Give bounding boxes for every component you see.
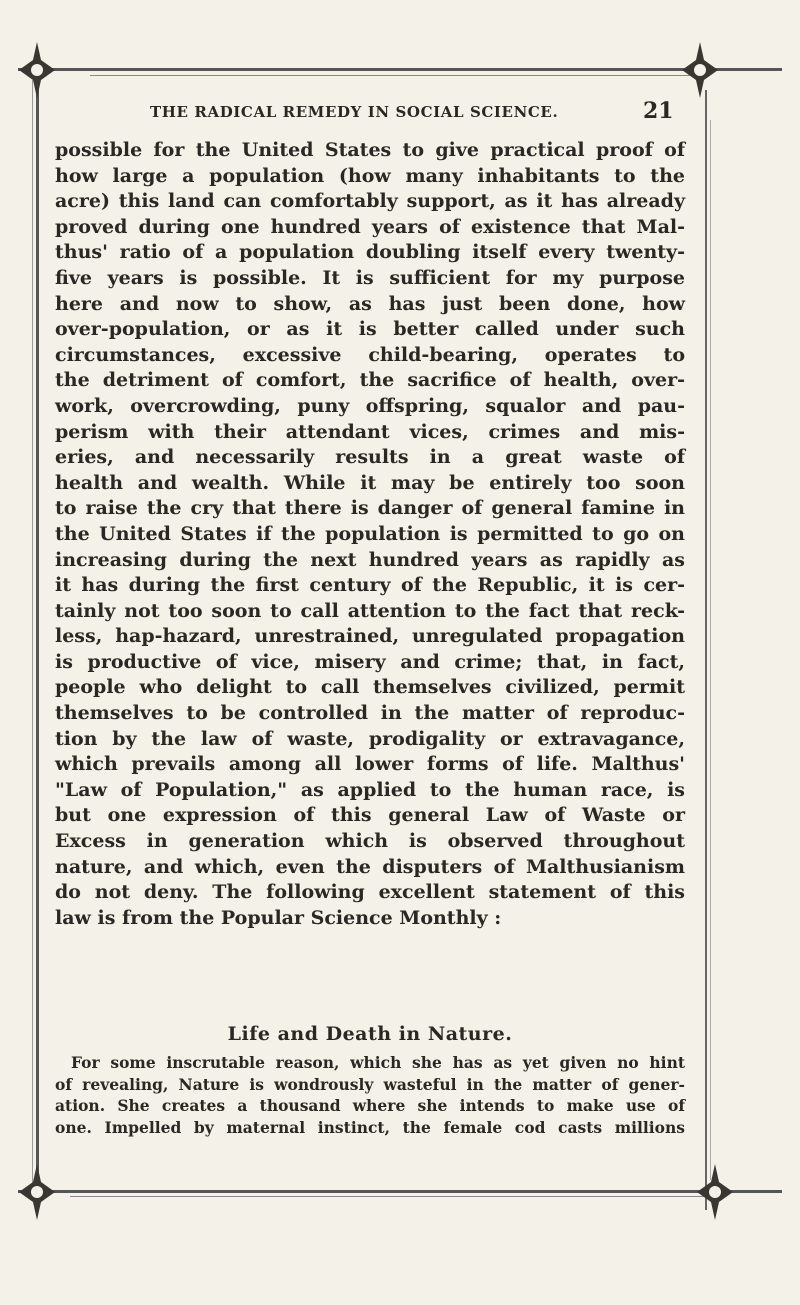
text-line: health and wealth. While it may be entirely too soon (55, 471, 685, 494)
text-line: circumstances, excessive child-bearing, operates to (55, 343, 685, 366)
body-paragraph (55, 138, 685, 931)
quote-line: ation. She creates a thousand where she intends to make use of (55, 1096, 685, 1115)
quote-line: of revealing, Nature is wondrously wasteful in the matter of gener- (55, 1074, 685, 1094)
top-border-hairline (90, 75, 705, 76)
text-line: acre) this land can comfortably support, as it has already (55, 190, 685, 213)
text-line: work, overcrowding, puny offspring, squalor and pau- (55, 394, 685, 417)
text-line: Excess in generation which is observed throughout (55, 830, 685, 853)
text-line: increasing during the next hundred years as rapidly as (55, 548, 685, 571)
text-line: over-population, or as it is better called under such (55, 318, 685, 341)
text-line: thus' ratio of a population doubling itself every twenty- (55, 241, 685, 264)
left-border-hairline (32, 80, 33, 1190)
top-border-rule (18, 68, 782, 71)
text-line: less, hap-hazard, unrestrained, unregulated propagation (55, 625, 685, 648)
text-line: eries, and necessarily results in a great waste of (55, 446, 685, 469)
quoted-passage (55, 1052, 685, 1138)
text-line: the United States if the population is permitted to go on (55, 522, 685, 545)
text-line: themselves to be controlled in the matter of reproduc- (55, 702, 685, 725)
text-line: tainly not too soon to call attention to the fact that reck- (55, 599, 685, 622)
text-line: perism with their attendant vices, crimes and mis- (55, 420, 685, 443)
quote-line: one. Impelled by maternal instinct, the female cod casts millions (55, 1117, 685, 1137)
text-line: the detriment of comfort, the sacrifice of health, over- (55, 369, 685, 392)
fleuron-top-right-icon (680, 40, 720, 100)
text-line: proved during one hundred years of existence that Mal- (55, 215, 685, 238)
text-line: is productive of vice, misery and crime; that, in fact, (55, 650, 685, 673)
text-line: five years is possible. It is sufficient for my purpose (55, 266, 685, 289)
bottom-border-rule (18, 1190, 782, 1193)
running-title: THE RADICAL REMEDY IN SOCIAL SCIENCE. (150, 103, 559, 121)
bottom-border-hairline (70, 1196, 720, 1197)
text-line: it has during the first century of the Republic, it is cer- (55, 574, 685, 597)
text-line: do not deny. The following excellent statement of this (55, 881, 685, 904)
right-border-hairline (710, 120, 711, 1180)
text-line: how large a population (how many inhabitants to the (55, 164, 685, 187)
fleuron-bottom-left-icon (17, 1162, 57, 1222)
text-line: possible for the United States to give practical proof of (55, 139, 685, 161)
quote-line: For some inscrutable reason, which she has as yet given no hint (71, 1053, 685, 1072)
text-line: law is from the Popular Science Monthly : (55, 906, 502, 929)
text-line: people who delight to call themselves civilized, permit (55, 676, 685, 699)
right-border-rule (705, 90, 707, 1210)
fleuron-top-left-icon (17, 40, 57, 100)
text-line: to raise the cry that there is danger of general famine in (55, 497, 685, 520)
page-number: 21 (643, 98, 674, 124)
section-heading: Life and Death in Nature. (227, 1023, 513, 1045)
text-line: which prevails among all lower forms of life. Malthus' (55, 753, 685, 776)
text-line: but one expression of this general Law of Waste or (55, 804, 685, 827)
text-line: tion by the law of waste, prodigality or extravagance, (55, 727, 685, 750)
text-line: "Law of Population," as applied to the human race, is (55, 778, 685, 801)
text-line: nature, and which, even the disputers of Malthusianism (55, 855, 685, 878)
text-line: here and now to show, as has just been done, how (55, 292, 685, 315)
left-border-rule (36, 60, 39, 1210)
fleuron-bottom-right-icon (695, 1162, 735, 1222)
